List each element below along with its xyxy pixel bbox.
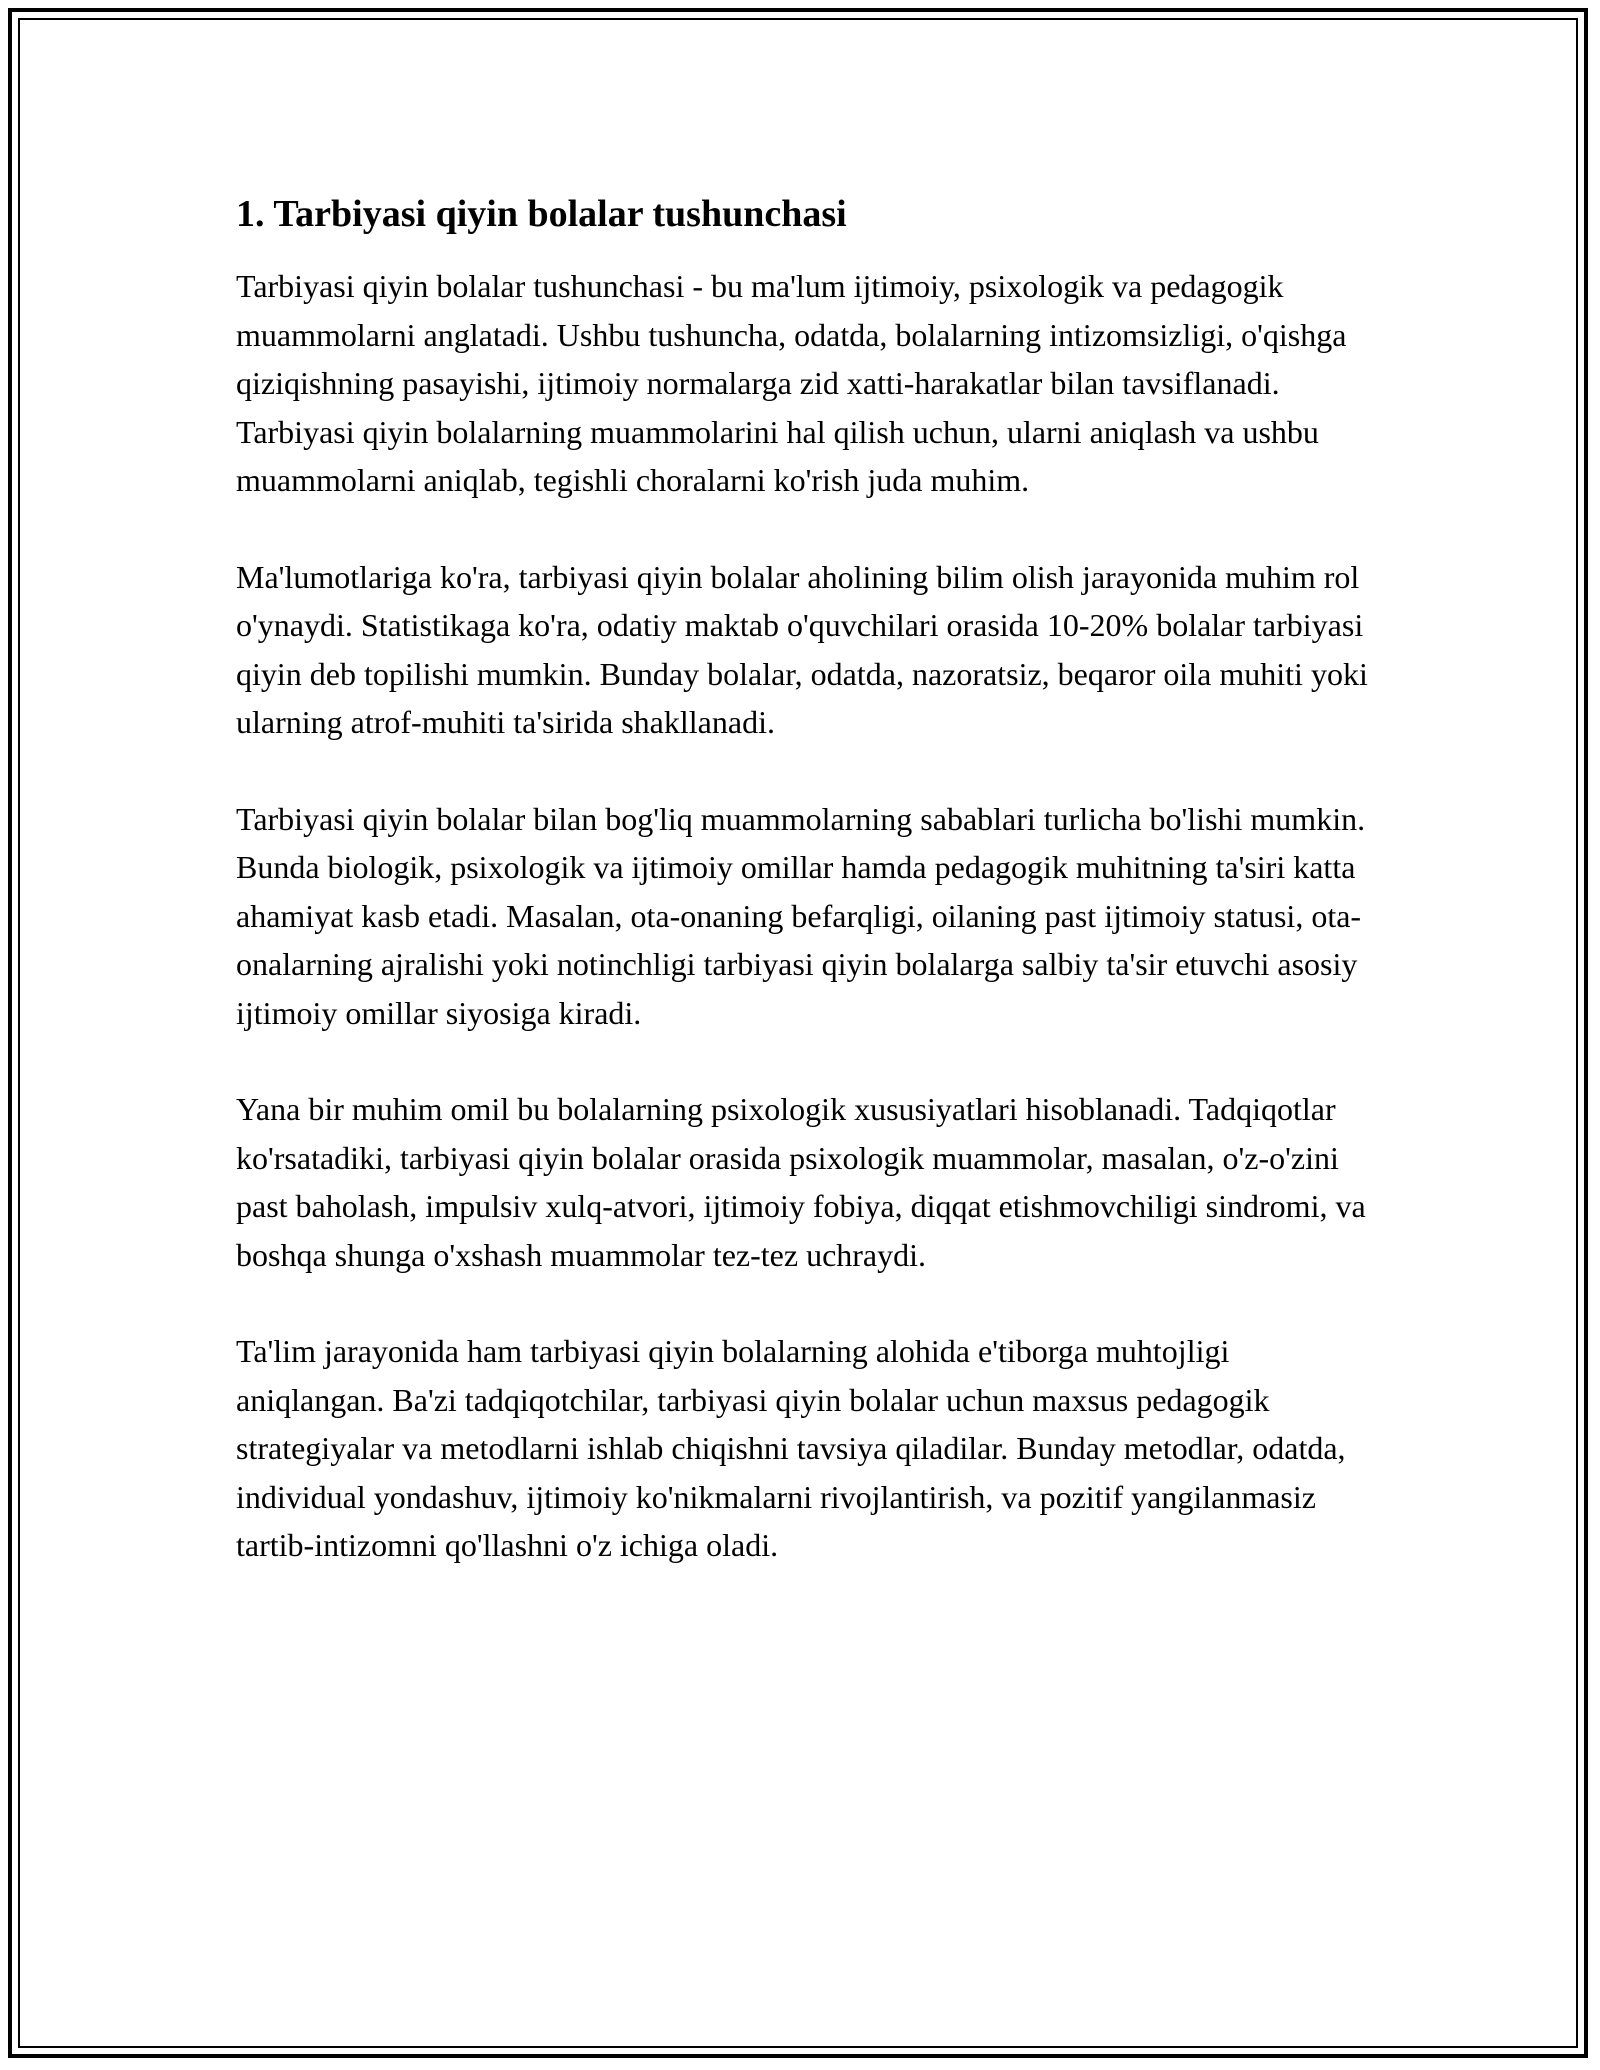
document-body [236,186,1376,1618]
paragraph-3: Tarbiyasi qiyin bolalar bilan bog'liq muammolarning sabablari turlicha bo'lishi mumkin. Bunda biologik, psixologik va ijtimoiy omillar hamda pedagogik muhitning ta'siri katta ahamiyat kasb etadi. Masalan, ota-onaning befarqligi, oilaning past ijtimoiy statusi, ota-onalarning ajralishi yoki notinchligi tarbiyasi qiyin bolalarga salbiy ta'sir etuvchi asosiy ijtimoiy omillar siyosiga kiradi. [236,800,1366,1031]
paragraph-2: Ma'lumotlariga ko'ra, tarbiyasi qiyin bolalar aholining bilim olish jarayonida muhim rol o'ynaydi. Statistikaga ko'ra, odatiy maktab o'quvchilari orasida 10-20% bolalar tarbiyasi qiyin deb topilishi mumkin. Bunday bolalar, odatda, nazoratsiz, beqaror oila muhiti yoki ularning atrof-muhiti ta'sirida shakllanadi. [236,558,1368,740]
paragraph-5: Ta'lim jarayonida ham tarbiyasi qiyin bolalarning alohida e'tiborga muhtojligi aniqlangan. Ba'zi tadqiqotchilar, tarbiyasi qiyin bolalar uchun maxsus pedagogik strategiyalar va metodlarni ishlab chiqishni tavsiya qiladilar. Bunday metodlar, odatda, individual yondashuv, ijtimoiy ko'nikmalarni rivojlantirish, va pozitif yangilanmasiz tartib-intizomni qo'llashni o'z ichiga oladi. [236,1333,1346,1563]
section-heading: 1. Tarbiyasi qiyin bolalar tushunchasi [236,193,847,235]
paragraph-4: Yana bir muhim omil bu bolalarning psixologik xususiyatlari hisoblanadi. Tadqiqotlar ko'rsatadiki, tarbiyasi qiyin bolalar orasida psixologik muammolar, masalan, o'z-o'zini past baholash, impulsiv xulq-atvori, ijtimoiy fobiya, diqqat etishmovchiligi sindromi, va boshqa shunga o'xshash muammolar tez-tez uchraydi. [236,1091,1366,1273]
paragraph-1: Tarbiyasi qiyin bolalar tushunchasi - bu ma'lum ijtimoiy, psixologik va pedagogik muammolarni anglatadi. Ushbu tushuncha, odatda, bolalarning intizomsizligi, o'qishga qiziqishning pasayishi, ijtimoiy normalarga zid xatti-harakatlar bilan tavsiflanadi. Tarbiyasi qiyin bolalarning muammolarini hal qilish uchun, ularni aniqlash va ushbu muammolarni aniqlab, tegishli choralarni ko'rish juda muhim. [236,268,1347,498]
